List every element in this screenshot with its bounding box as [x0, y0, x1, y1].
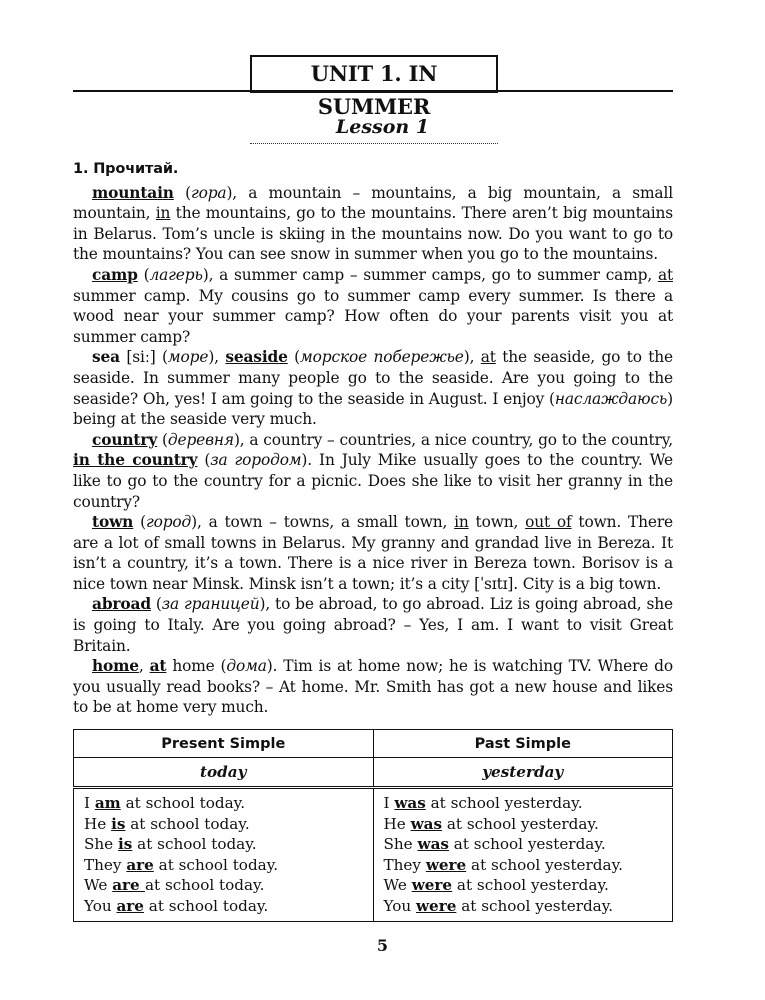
example-text: being at the seaside very much. — [73, 410, 317, 429]
subject: We — [383, 876, 412, 895]
translation: дома — [226, 657, 267, 676]
subject: She — [383, 835, 418, 854]
example-text: , a country – countries, a nice country, go to the country, — [239, 430, 673, 449]
verb: was — [410, 814, 443, 833]
unit-title: UNIT 1. IN SUMMER — [250, 55, 498, 93]
example-text: the mountains, go to the mountains. There aren’t big mountains in Belarus. Tom’s uncle is skiing in the mountains now. Do you want to go to the mountains? You can see snow in summer when you go to the mountains. — [73, 204, 673, 264]
vocab-word: sea — [92, 348, 120, 367]
subject: She — [84, 835, 119, 854]
vocab-paragraph-country: country (деревня), a country – countries, a nice country, go to the country, in the country (за городом). In July Mike usually goes to the country. We like to go to the country for a picnic. Does she like to visit her granny in the country? — [73, 430, 674, 511]
example-text: the seaside, go to the seaside. In summer many people go to the seaside. Are you going to the seaside? Oh, yes! I am going to the seaside in August. I enjoy — [73, 348, 673, 408]
grammar-table — [73, 729, 673, 922]
subject: They — [383, 855, 426, 874]
example-sentence — [84, 814, 363, 835]
example-text: town, — [468, 513, 526, 532]
sentence-rest: at school yesterday. — [456, 896, 614, 915]
transcription: [siː] — [126, 348, 156, 367]
translation: гора — [190, 183, 227, 202]
vocab-paragraph-mountain: mountain (гора), a mountain – mountains, a big mountain, a small mountain, in the mountains, go to the mountains. There aren’t big mountains in Belarus. Tom’s uncle is skiing in the mountains now. Do you want to go to the mountains? You can see snow in summer when you go to the mountains. — [73, 183, 673, 264]
vocab-paragraph-home: home, at home (дома). Tim is at home now; he is watching TV. Where do you usually read books? – At home. Mr. Smith has got a new house and likes to be at home very much. — [73, 657, 673, 717]
preposition: at — [657, 265, 673, 284]
vocab-word: town — [92, 513, 134, 532]
vocab-paragraph-camp: camp (лагерь), a summer camp – summer camps, go to summer camp, at summer camp. My cousins go to summer camp every summer. Is there a wood near your summer camp? How often do your parents visit you at summer camp? — [73, 265, 673, 346]
verb: are — [112, 876, 145, 895]
example-text: . Tim is at home now; he is watching TV. Where do you usually read books? – At home. Mr. Smith has got a new house and likes to be at home very much. — [73, 657, 673, 717]
example-text: town. There are a lot of small towns in Belarus. My granny and grandad live in Bereza. It isn’t a country, it’s a town. There is a nice river in Bereza town. Borisov is a nice town near Minsk. Minsk isn’t a town; it’s a city — [73, 513, 673, 593]
sentence-rest: at school today. — [132, 835, 257, 854]
example-sentence — [84, 896, 363, 917]
example-sentence — [84, 793, 363, 814]
example-sentence — [84, 855, 363, 876]
example-sentence — [384, 875, 663, 896]
subject: You — [383, 896, 416, 915]
example-text: , a summer camp – summer camps, go to summer camp, — [208, 265, 658, 284]
sentence-rest: at school today. — [125, 814, 250, 833]
vocab-word: camp — [92, 265, 138, 284]
header-rule — [73, 90, 673, 92]
table-subheader-yesterday: yesterday — [373, 758, 673, 788]
sentence-rest: at school today. — [120, 794, 246, 812]
sentence-rest: at school yesterday. — [425, 794, 583, 812]
vocab-paragraph-town: town (город), a town – towns, a small town, in town, out of town. There are a lot of small towns in Belarus. My granny and grandad live in Bereza. It isn’t a country, it’s a town. There is a nice river in Bereza town. Borisov is a nice town near Minsk. Minsk isn’t a town; it’s a city [ˈsɪtɪ]. City is a big town. — [73, 513, 673, 593]
translation: деревня — [167, 430, 234, 449]
translation: морское побережье — [300, 348, 464, 367]
example-text: . City is a big town. — [513, 574, 662, 593]
vocab-word: country — [92, 430, 158, 449]
sentence-rest: at school yesterday. — [442, 814, 599, 833]
example-text: summer camp. My cousins go to summer camp every summer. Is there a wood near your summer camp? How often do your parents visit you at summer camp? — [73, 286, 673, 346]
example-sentence — [384, 793, 663, 814]
verb: am — [94, 794, 121, 812]
subject: They — [84, 855, 127, 874]
subject: You — [84, 896, 117, 915]
page-number: 5 — [376, 936, 389, 955]
sentence-rest: at school today. — [144, 876, 265, 895]
verb: were — [415, 896, 457, 915]
subject: He — [383, 814, 411, 833]
vocab-phrase: in the country — [73, 451, 198, 470]
preposition: at — [149, 657, 167, 676]
subject: We — [84, 876, 113, 895]
exercise-label: 1. Прочитай. — [73, 161, 179, 177]
lesson-dotted-rule — [250, 143, 498, 144]
subject: I — [84, 794, 95, 812]
example-sentence — [384, 896, 663, 917]
verb: was — [394, 794, 426, 812]
sentence-rest: at school yesterday. — [466, 855, 623, 874]
vocab-paragraph-sea: sea [siː] (море), seaside (морское побережье), at the seaside, go to the seaside. In summer many people go to the seaside. Are you going to the seaside? Oh, yes! I am going to the seaside in August. I enjoy (наслаждаюсь) being at the seaside very much. — [73, 348, 673, 429]
example-sentence — [384, 814, 663, 835]
vocab-word: home — [92, 657, 139, 676]
subject: I — [383, 794, 395, 812]
sentence-rest: at school yesterday. — [448, 835, 606, 854]
verb: are — [116, 896, 144, 915]
vocab-word: abroad — [92, 595, 151, 614]
past-examples — [373, 788, 673, 922]
transcription: [ˈsɪtɪ] — [474, 574, 514, 593]
preposition: at — [480, 348, 496, 367]
verb: is — [111, 814, 126, 833]
table-subheader-today: today — [74, 758, 374, 788]
translation: город — [145, 513, 192, 532]
verb: were — [411, 876, 453, 895]
sentence-rest: at school today. — [143, 896, 269, 915]
example-text: home — [166, 657, 221, 676]
vocab-word: mountain — [92, 183, 174, 202]
example-sentence — [384, 855, 663, 876]
vocab-word: seaside — [225, 348, 288, 367]
translation: море — [167, 348, 209, 367]
verb: was — [417, 835, 449, 854]
example-sentence — [84, 834, 363, 855]
example-text: , a mountain – mountains, a big mountain, a small mountain, — [73, 183, 673, 223]
example-text: , a town – towns, a small town, — [196, 513, 455, 532]
example-text: . In July Mike usually goes to the country. We like to go to the country for a picnic. Does she like to visit her granny in the country? — [73, 451, 674, 511]
translation: за городом — [210, 451, 302, 470]
sentence-rest: at school today. — [153, 855, 279, 874]
preposition: in — [454, 513, 469, 532]
verb: are — [126, 855, 154, 874]
lesson-title: Lesson 1 — [335, 116, 430, 138]
sentence-rest: at school yesterday. — [452, 876, 609, 895]
verb: is — [118, 835, 133, 854]
preposition: out of — [525, 513, 572, 532]
lesson-body — [73, 159, 673, 718]
translation: лагерь — [149, 265, 203, 284]
table-header-present: Present Simple — [74, 730, 374, 758]
translation: за границей — [161, 595, 260, 614]
present-examples — [74, 788, 374, 922]
verb: were — [425, 855, 467, 874]
example-sentence — [384, 834, 663, 855]
subject: He — [84, 814, 112, 833]
table-header-past: Past Simple — [373, 730, 673, 758]
preposition: in — [155, 204, 171, 223]
example-text: , to be abroad, to go abroad. Liz is going abroad, she is going to Italy. Are you going abroad? – Yes, I am. I want to visit Great Britain. — [73, 595, 673, 655]
translation: наслаждаюсь — [554, 389, 668, 408]
vocab-paragraph-abroad: abroad (за границей), to be abroad, to go abroad. Liz is going abroad, she is going to Italy. Are you going abroad? – Yes, I am. I want to visit Great Britain. — [73, 595, 673, 655]
example-sentence — [84, 875, 363, 896]
